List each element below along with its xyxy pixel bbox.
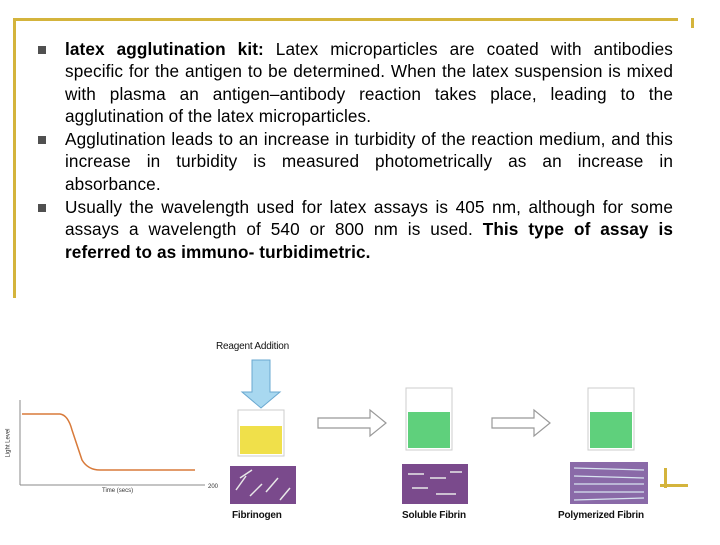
caption-soluble-fibrin: Soluble Fibrin [402, 510, 466, 521]
x-axis-tick: 200 [208, 484, 219, 490]
bullet-square-icon [38, 136, 46, 144]
bullet-item-wavelength [38, 196, 673, 263]
x-axis-label: Time (secs) [102, 488, 134, 494]
figure-illustration [0, 320, 720, 540]
tube-polymerized-fibrin-icon [588, 388, 634, 450]
bullet-list [38, 38, 673, 264]
process-arrow-icon [318, 410, 386, 436]
fibrinogen-molecules-panel [230, 466, 296, 504]
tube-soluble-fibrin-icon [406, 388, 452, 450]
soluble-fibrin-molecules-panel [402, 464, 468, 504]
bullet-lead: latex agglutination kit: [65, 39, 264, 59]
process-arrow-icon [492, 410, 550, 436]
polymerized-fibrin-molecules-panel [570, 462, 648, 504]
bullet-item-agglutination [38, 128, 673, 195]
caption-fibrinogen: Fibrinogen [232, 510, 282, 521]
bullet-text: Usually the wavelength used for latex assays is 405 nm, although for some assays a wavelength of 540 or 800 nm is used. [65, 197, 673, 240]
bullet-text: Latex microparticles are coated with antibodies specific for the antigen to be determined. When the latex suspension is mixed with plasma an antigen–antibody reaction takes place, leading to the agglutination of the latex microparticles. [65, 39, 673, 126]
tube-fibrinogen-icon [238, 410, 284, 456]
bullet-square-icon [38, 204, 46, 212]
frame-left-rule [13, 18, 16, 298]
bullet-tail: This type of assay is referred to as immuno- turbidimetric. [65, 219, 673, 262]
reagent-addition-label: Reagent Addition [216, 341, 289, 352]
frame-right-tick [691, 18, 694, 28]
bullet-item-latex-kit [38, 38, 673, 127]
light-level-plot [20, 400, 205, 485]
reagent-arrow-icon [242, 360, 280, 408]
y-axis-label: Light Level [5, 428, 12, 458]
frame-top-rule [13, 18, 678, 21]
bullet-square-icon [38, 46, 46, 54]
turbidity-figure [0, 320, 720, 540]
bullet-text: Agglutination leads to an increase in turbidity of the reaction medium, and this increase in turbidity is measured photometrically as an increase in absorbance. [65, 129, 673, 194]
caption-polymerized-fibrin: Polymerized Fibrin [558, 510, 644, 521]
light-level-curve [22, 414, 195, 470]
